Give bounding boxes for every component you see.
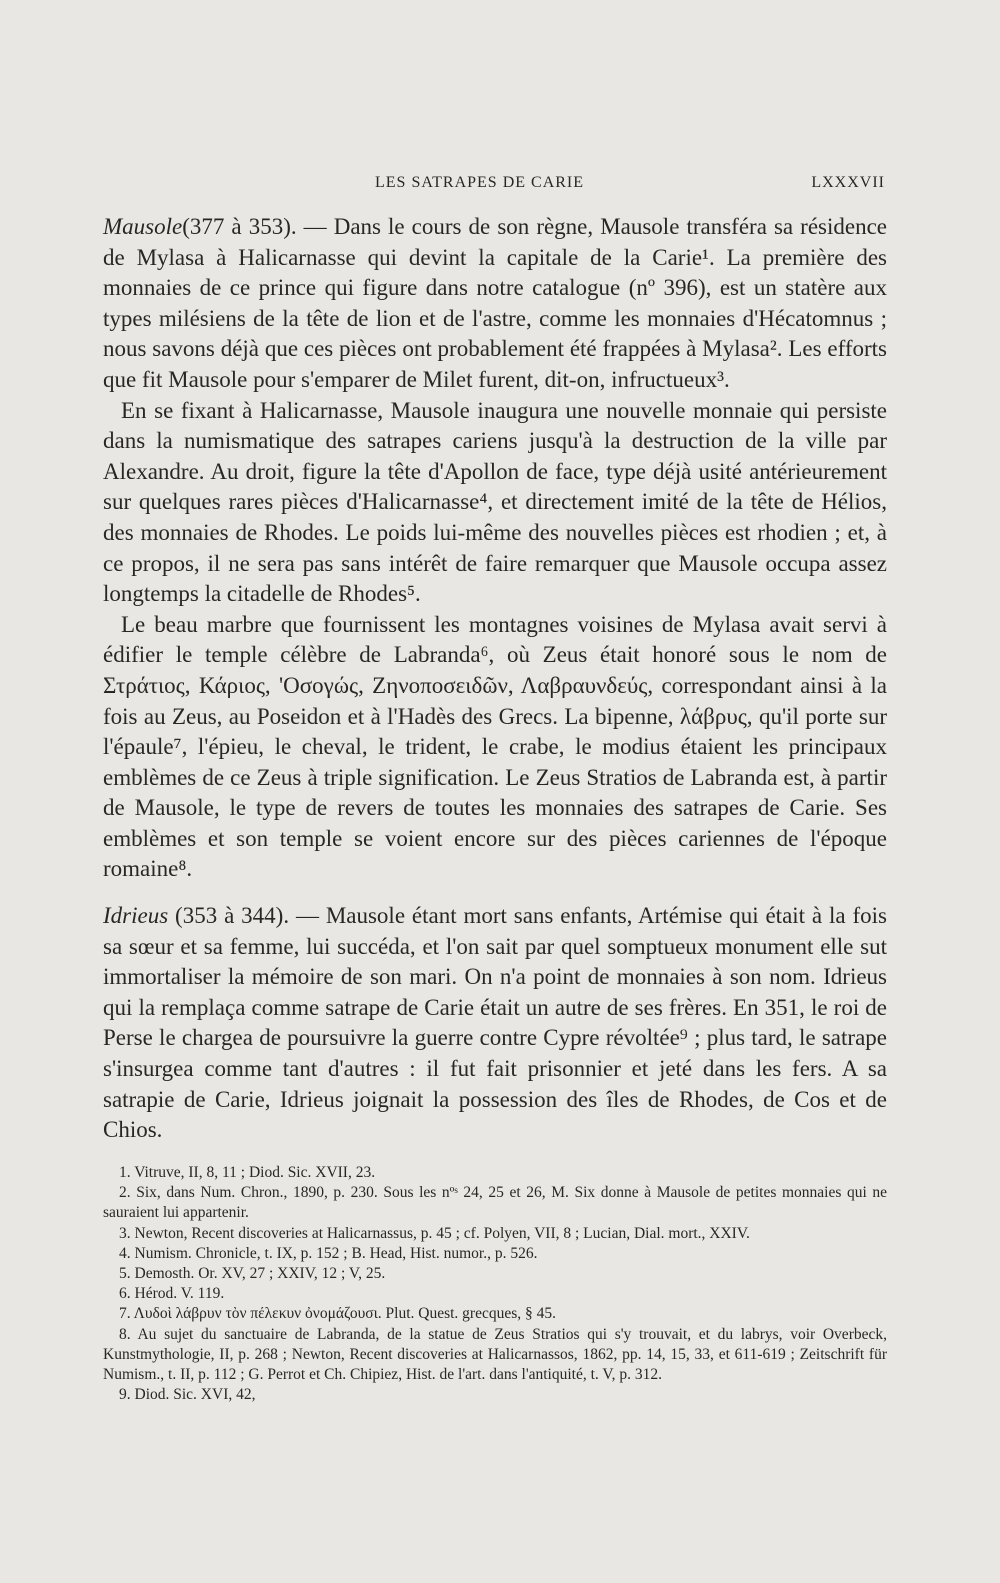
paragraph-text: (377 à 353). — Dans le cours de son règne, Mausole transféra sa résidence de Mylasa à Halicarnasse qui devint la capitale de la Carie¹. La première des monnaies de ce prince qui figure dans notre catalogue (nº 396), est un statère aux types milésiens de la tête de lion et de l'astre, comme les monnaies d'Hécatomnus ; nous savons déjà que ces pièces ont probablement été frappées à Mylasa². Les efforts que fit Mausole pour s'emparer de Milet furent, dit-on, infructueux³. <box>103 214 887 392</box>
paragraph-halicarnasse <box>103 396 887 610</box>
footnote: 4. Numism. Chronicle, t. IX, p. 152 ; B. Head, Hist. numor., p. 526. <box>119 1244 538 1262</box>
footnote: 3. Newton, Recent discoveries at Halicarnassus, p. 45 ; cf. Polyen, VII, 8 ; Lucian, Dial. mort., XXIV. <box>119 1224 750 1242</box>
paragraph-idrieus <box>103 901 887 1146</box>
body-text <box>103 212 887 1146</box>
paragraph-lead: Mausole <box>103 214 183 239</box>
footnote: 1. Vitruve, II, 8, 11 ; Diod. Sic. XVII, 23. <box>119 1164 376 1181</box>
footnotes <box>103 1163 887 1405</box>
footnote: 8. Au sujet du sanctuaire de Labranda, de la statue de Zeus Stratios qui s'y trouvait, et du labrys, voir Overbeck, Kunstmythologie, II, p. 268 ; Newton, Recent discoveries at Halicarnassos, 1862, pp. 14, 15, 33, et 611-619 ; Zeitschrift für Numism., t. II, p. 112 ; G. Perrot et Ch. Chipiez, Hist. de l'art. dans l'antiquité, t. V, p. 312. <box>103 1325 887 1384</box>
section-gap <box>103 885 887 901</box>
paragraph-lead: Idrieus <box>103 903 169 929</box>
running-title: LES SATRAPES DE CARIE <box>375 174 585 191</box>
footnote: 2. Six, dans Num. Chron., 1890, p. 230. Sous les nºˢ 24, 25 et 26, M. Six donne à Mausole de petites monnaies qui ne sauraient lui appartenir. <box>103 1184 887 1222</box>
paragraph-labranda <box>103 610 887 885</box>
footnote: 6. Hérod. V. 119. <box>119 1285 225 1303</box>
paragraph-text: (353 à 344). — Mausole étant mort sans enfants, Artémise qui était à la fois sa sœur et sa femme, lui succéda, et l'on sait par quel somptueux monument elle sut immortaliser la mémoire de son mari. On n'a point de monnaies à son nom. Idrieus qui la remplaça comme satrape de Carie était un autre de ses frères. En 351, le roi de Perse le chargea de poursuivre la guerre contre Cypre révoltée⁹ ; plus tard, le satrape s'insurgea comme tant d'autres : il fut fait prisonnier et jeté dans les fers. A sa satrapie de Carie, Idrieus joignait la possession des îles de Rhodes, de Cos et de Chios. <box>103 903 887 1143</box>
page-number: LXXXVII <box>811 174 885 191</box>
footnote: 5. Demosth. Or. XV, 27 ; XXIV, 12 ; V, 25. <box>119 1265 386 1283</box>
footnote: 9. Diod. Sic. XVI, 42, <box>119 1386 256 1404</box>
page-header <box>105 174 885 198</box>
paragraph-text: Le beau marbre que fournissent les montagnes voisines de Mylasa avait servi à édifier le temple célèbre de Labranda⁶, où Zeus était honoré sous le nom de Στράτιος, Κάριος, 'Οσογώς, Ζηνοποσειδῶν, Λαβραυνδεύς, correspondant ainsi à la fois au Zeus, au Poseidon et à l'Hadès des Grecs. La bipenne, λάβρυς, qu'il porte sur l'épaule⁷, l'épieu, le cheval, le trident, le crabe, le modius étaient les principaux emblèmes de ce Zeus à triple signification. Le Zeus Stratios de Labranda est, à partir de Mausole, le type de revers de toutes les monnaies des satrapes de Carie. Ses emblèmes et son temple se voient encore sur des pièces cariennes de l'époque romaine⁸. <box>103 611 887 882</box>
paragraph-mausole <box>103 212 887 396</box>
paragraph-text: En se fixant à Halicarnasse, Mausole inaugura une nouvelle monnaie qui persiste dans la numismatique des satrapes cariens jusqu'à la destruction de la ville par Alexandre. Au droit, figure la tête d'Apollon de face, type déjà usité antérieurement sur quelques rares pièces d'Halicarnasse⁴, et directement imité de la tête de Hélios, des monnaies de Rhodes. Le poids lui-même des nouvelles pièces est rhodien ; et, à ce propos, il ne sera pas sans intérêt de faire remarquer que Mausole occupa assez longtemps la citadelle de Rhodes⁵. <box>103 397 887 607</box>
footnote: 7. Λυδοὶ λάβρυν τὸν πέλεκυν ὀνομάζουσι. Plut. Quest. grecques, § 45. <box>119 1305 557 1323</box>
